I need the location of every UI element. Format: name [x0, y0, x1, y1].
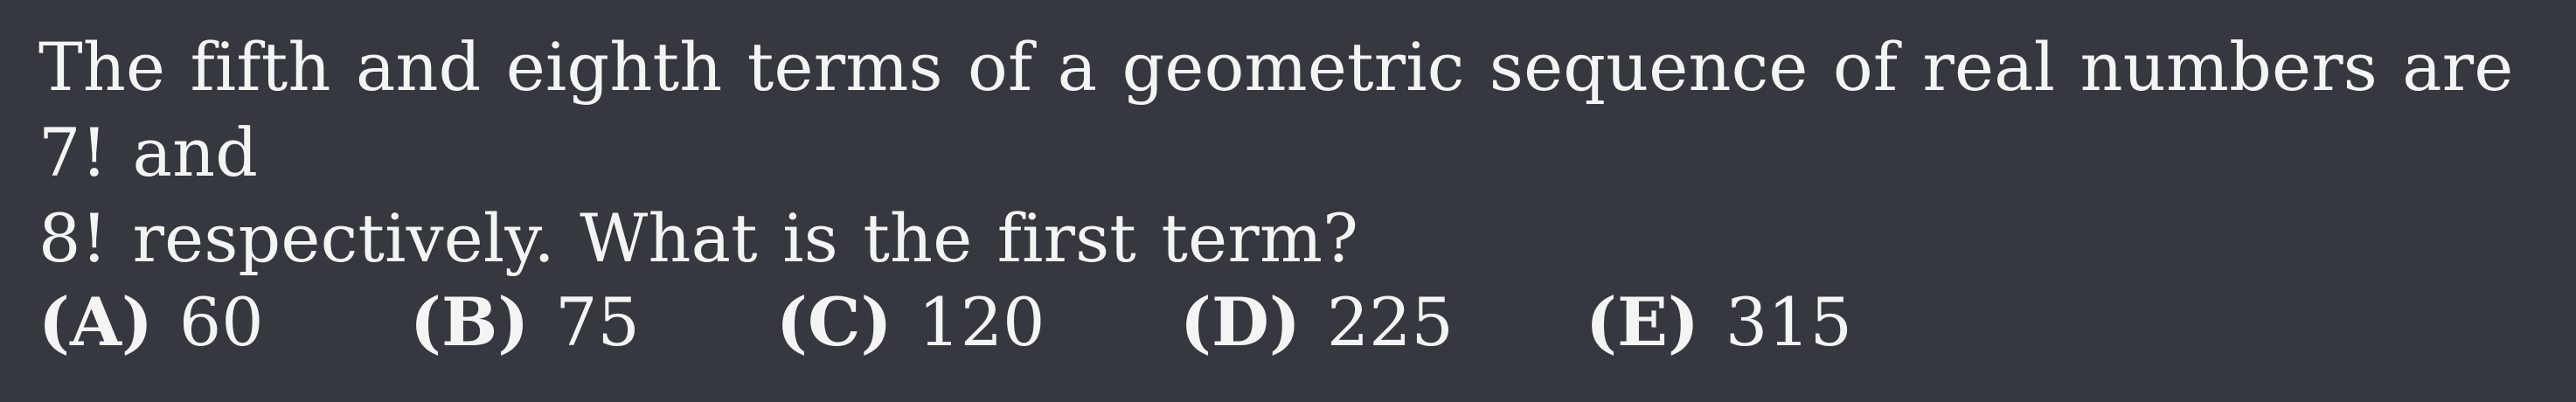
- choice-c: [776, 280, 1045, 365]
- choice-e: [1586, 280, 1852, 365]
- choice-value: 120: [918, 283, 1045, 361]
- choice-a: [38, 280, 264, 365]
- choice-value: 225: [1326, 283, 1454, 361]
- choice-label: (E): [1586, 283, 1699, 361]
- choice-d: [1180, 280, 1454, 365]
- choice-value: 75: [555, 283, 640, 361]
- choice-value: 60: [178, 283, 264, 361]
- problem-line-2: 8! respectively. What is the first term?: [38, 199, 1359, 277]
- choice-label: (B): [410, 283, 530, 361]
- choice-label: (A): [38, 283, 153, 361]
- choice-label: (D): [1180, 283, 1301, 361]
- problem-line-1: The fifth and eighth terms of a geometric sequence of real numbers are 7! and: [38, 28, 2514, 191]
- choice-value: 315: [1725, 283, 1852, 361]
- choice-label: (C): [776, 283, 892, 361]
- problem-statement: [38, 24, 2538, 281]
- choice-b: [410, 280, 640, 365]
